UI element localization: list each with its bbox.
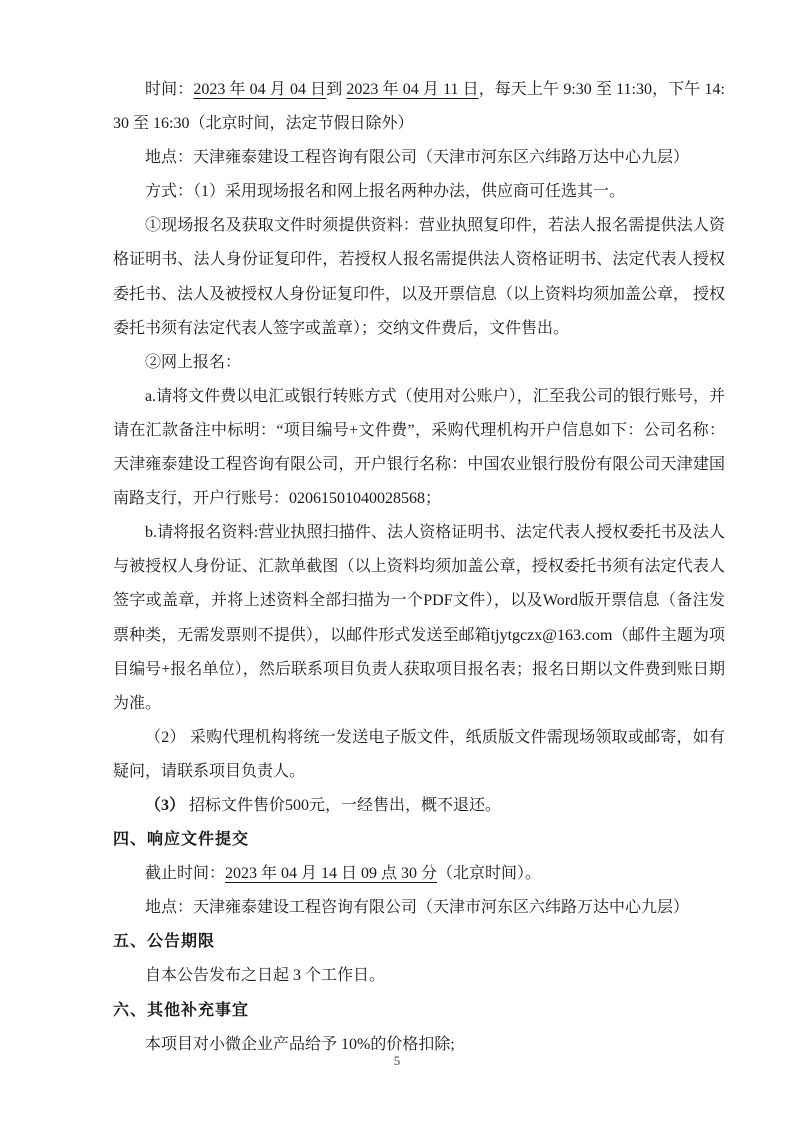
item-number: （3） (145, 796, 186, 814)
section-heading-announcement-period: 五、公告期限 (113, 933, 216, 951)
paragraph-registration-time (113, 73, 725, 141)
paragraph-online-registration-title: ②网上报名： (145, 353, 242, 371)
date-connector: 到 (326, 81, 347, 98)
registration-end-date: 2023 年 04 月 11 日 (346, 81, 479, 98)
deadline-datetime: 2023 年 04 月 14 日 09 点 30 分 (225, 865, 438, 883)
paragraph-submission-location: 地点：天津雍泰建设工程咨询有限公司（天津市河东区六纬路万达中心九层） (145, 899, 690, 917)
page-number: 5 (393, 1053, 401, 1068)
section-heading-other-matters: 六、其他补充事宜 (113, 1001, 250, 1019)
paragraph-online-registration-step-a: a.请将文件费以电汇或银行转账方式（使用对公账户），汇至我公司的银行账号，并请在汇款备注中标明：“项目编号+文件费”，采购代理机构开户信息如下：公司名称：天津雍泰建设工程咨询有限公司，开户银行名称：中国农业银行股份有限公司天津建国南路支行，开户行账号：02061501040028568； (113, 387, 725, 508)
document-content (113, 73, 725, 1062)
paragraph-document-delivery: （2） 采购代理机构将统一发送电子版文件，纸质版文件需现场领取或邮寄，如有疑问，请联系项目负责人。 (113, 728, 725, 780)
section-heading-response-submission: 四、响应文件提交 (113, 831, 250, 849)
deadline-suffix: （北京时间）。 (437, 865, 542, 883)
deadline-label: 截止时间： (145, 865, 226, 883)
paragraph-submission-deadline (113, 857, 725, 891)
registration-start-date: 2023 年 04 月 04 日 (193, 81, 327, 98)
paragraph-onsite-registration: ①现场报名及获取文件时须提供资料：营业执照复印件，若法人报名需提供法人资格证明书、法人身份证复印件，若授权人报名需提供法人资格证明书、法定代表人授权委托书、法人及被授权人身份证复印件，以及开票信息（以上资料均须加盖公章， 授权委托书须有法定代表人签字或盖章）；交纳文件费后，文件售出。 (113, 217, 726, 337)
paragraph-registration-method: 方式：（1）采用现场报名和网上报名两种办法，供应商可任选其一。 (145, 183, 626, 201)
time-label: 时间： (145, 81, 194, 98)
time-details: ，每天上午 9:30 至 11:30，下午 14:30 至 16:30（北京时间，法定节假日除外） (113, 81, 725, 133)
paragraph-registration-location: 地点：天津雍泰建设工程咨询有限公司（天津市河东区六纬路万达中心九层） (145, 149, 690, 167)
paragraph-document-price (113, 789, 725, 823)
price-text: 招标文件售价500元，一经售出，概不退还。 (185, 796, 502, 814)
paragraph-announcement-period: 自本公告发布之日起 3 个工作日。 (145, 967, 386, 985)
paragraph-price-deduction: 本项目对小微企业产品给予 10%的价格扣除; (145, 1035, 455, 1053)
paragraph-online-registration-step-b: b.请将报名资料:营业执照扫描件、法人资格证明书、法定代表人授权委托书及法人与被授权人身份证、汇款单截图（以上资料均须加盖公章，授权委托书须有法定代表人签字或盖章，并将上述资料全部扫描为一个PDF文件），以及Word版开票信息（备注发票种类，无需发票则不提供），以邮件形式发送至邮箱tjytgczx@163.com（邮件主题为项目编号+报名单位），然后联系项目负责人获取项目报名表；报名日期以文件费到账日期为准。 (113, 524, 725, 712)
